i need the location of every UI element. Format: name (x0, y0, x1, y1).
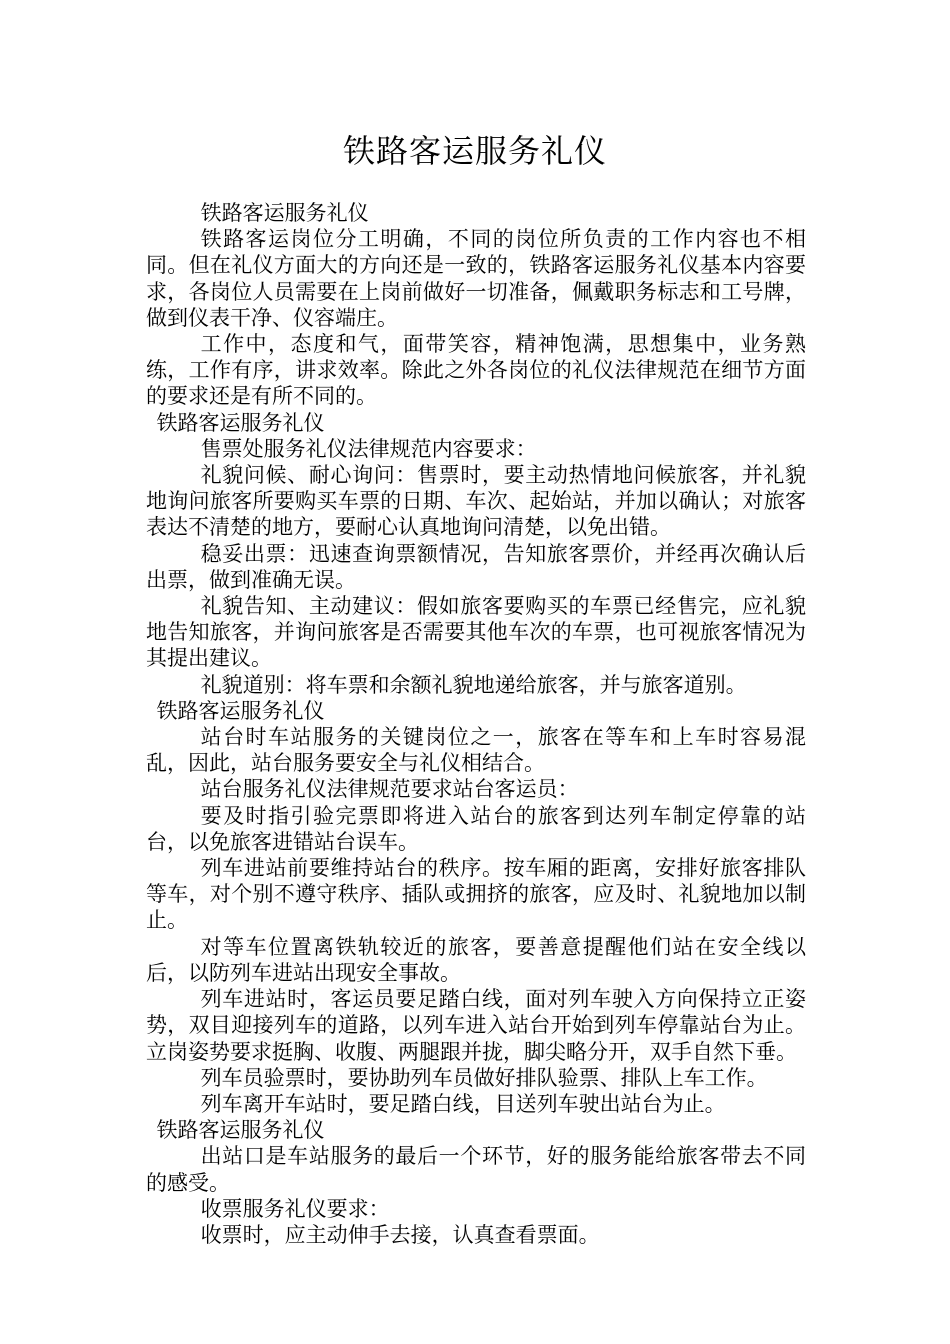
paragraph: 站台服务礼仪法律规范要求站台客运员： (200, 777, 579, 802)
document-body (146, 200, 806, 1248)
section-heading: 铁路客运服务礼仪 (156, 410, 325, 435)
paragraph: 礼貌问候、耐心询问：售票时，要主动热情地问候旅客，并礼貌地询问旅客所要购买车票的日期、车次、起始站，并加以确认；对旅客表达不清楚的地方，要耐心认真地询问清楚，以免出错。 (146, 463, 806, 540)
paragraph: 列车离开车站时，要足踏白线，目送列车驶出站台为止。 (200, 1091, 726, 1116)
section-heading: 铁路客运服务礼仪 (156, 1118, 325, 1143)
paragraph: 铁路客运岗位分工明确，不同的岗位所负责的工作内容也不相同。但在礼仪方面大的方向还是一致的，铁路客运服务礼仪基本内容要求，各岗位人员需要在上岗前做好一切准备，佩戴职务标志和工号牌，做到仪表干净、仪容端庄。 (146, 227, 806, 330)
paragraph: 列车员验票时，要协助列车员做好排队验票、排队上车工作。 (200, 1065, 768, 1090)
paragraph: 收票服务礼仪要求： (200, 1196, 390, 1221)
paragraph: 售票处服务礼仪法律规范内容要求： (200, 436, 537, 461)
paragraph: 工作中，态度和气，面带笑容，精神饱满，思想集中，业务熟练，工作有序，讲求效率。除此之外各岗位的礼仪法律规范在细节方面的要求还是有所不同的。 (146, 332, 806, 409)
paragraph: 站台时车站服务的关键岗位之一，旅客在等车和上车时容易混乱，因此，站台服务要安全与礼仪相结合。 (146, 725, 806, 776)
paragraph: 出站口是车站服务的最后一个环节，好的服务能给旅客带去不同的感受。 (146, 1144, 806, 1195)
paragraph: 铁路客运服务礼仪 (200, 201, 369, 225)
paragraph: 礼貌道别：将车票和余额礼貌地递给旅客，并与旅客道别。 (200, 672, 747, 697)
paragraph: 列车进站前要维持站台的秩序。按车厢的距离，安排好旅客排队等车，对个别不遵守秩序、插队或拥挤的旅客，应及时、礼貌地加以制止。 (146, 856, 806, 933)
paragraph: 对等车位置离铁轨较近的旅客，要善意提醒他们站在安全线以后，以防列车进站出现安全事故。 (146, 934, 806, 985)
paragraph: 礼貌告知、主动建议：假如旅客要购买的车票已经售完，应礼貌地告知旅客，并询问旅客是否需要其他车次的车票，也可视旅客情况为其提出建议。 (146, 594, 806, 671)
paragraph: 列车进站时，客运员要足踏白线，面对列车驶入方向保持立正姿势，双目迎接列车的道路，以列车进入站台开始到列车停靠站台为止。立岗姿势要求挺胸、收腹、两腿跟并拢，脚尖略分开，双手自然下垂。 (146, 987, 806, 1064)
document-title: 铁路客运服务礼仪 (342, 132, 607, 170)
paragraph: 稳妥出票：迅速查询票额情况，告知旅客票价，并经再次确认后出票，做到准确无误。 (146, 541, 806, 592)
paragraph: 要及时指引验完票即将进入站台的旅客到达列车制定停靠的站台，以免旅客进错站台误车。 (146, 803, 806, 854)
section-heading: 铁路客运服务礼仪 (156, 698, 325, 723)
paragraph: 收票时，应主动伸手去接，认真查看票面。 (200, 1222, 600, 1247)
